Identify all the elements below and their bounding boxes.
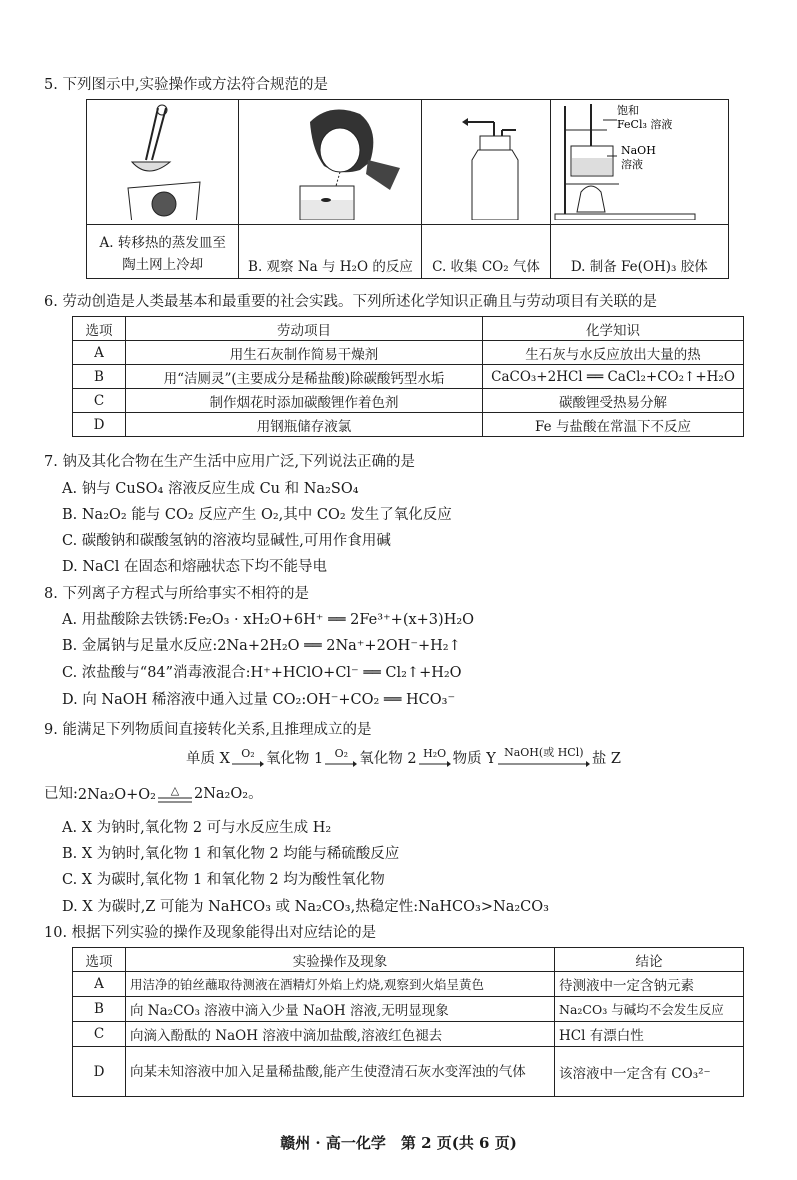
chain-arrow-2: [325, 747, 357, 768]
q6-stem: 6. 劳动创造是人类最基本和最重要的社会实践。下列所述化学知识正确且与劳动项目有关联的是: [44, 294, 657, 310]
chain-arrow-4: [498, 744, 590, 768]
q8-stem: 8. 下列离子方程式与所给事实不相符的是: [44, 586, 309, 602]
q6-row-c-project: 制作烟花时添加碳酸锂作着色剂: [126, 389, 483, 413]
label-saturated: 饱和: [617, 104, 640, 117]
q6-row-d-option: D: [73, 413, 126, 437]
caption-c: C. 收集 CO₂ 气体: [422, 225, 550, 279]
q10-row-a-option: A: [73, 972, 126, 997]
right-arrow-icon: [498, 760, 590, 768]
q7-option-a: A. 钠与 CuSO₄ 溶液反应生成 Cu 和 Na₂SO₄: [62, 481, 359, 497]
known-equals: [158, 784, 192, 803]
caption-a: A. 转移热的蒸发皿至陶土网上冷却: [87, 225, 239, 279]
q10-stem: 10. 根据下列实验的操作及现象能得出对应结论的是: [44, 925, 377, 941]
q6-row-c-option: C: [73, 389, 126, 413]
right-arrow-icon: [232, 760, 264, 768]
fig-b: [239, 100, 422, 225]
q6-row-b-project: 用“洁厕灵”(主要成分是稀盐酸)除碳酸钙型水垢: [126, 365, 483, 389]
q10-row-d-option: D: [73, 1047, 126, 1097]
q7-option-c: C. 碳酸钠和碳酸氢钠的溶液均显碱性,可用作食用碱: [62, 533, 391, 549]
q6-table: [72, 316, 744, 437]
q10-row-d-operation: 向某未知溶液中加入足量稀盐酸,能产生使澄清石灰水变浑浊的气体: [126, 1047, 555, 1097]
q10-row-a-operation: 用洁净的铂丝蘸取待测液在酒精灯外焰上灼烧,观察到火焰呈黄色: [126, 972, 555, 997]
q10-row-b-option: B: [73, 997, 126, 1022]
arrow-1-label: O₂: [241, 747, 255, 760]
q10-row-d-conclusion: 该溶液中一定含有 CO₃²⁻: [555, 1047, 744, 1097]
fe-oh3-colloid-figure: [551, 100, 727, 220]
q10-row-c-operation: 向滴入酚酞的 NaOH 溶液中滴加盐酸,溶液红色褪去: [126, 1022, 555, 1047]
arrow-3-label: H₂O: [423, 747, 447, 760]
q10-row-c-option: C: [73, 1022, 126, 1047]
q10-header-operation: 实验操作及现象: [126, 948, 555, 972]
q9-stem: 9. 能满足下列物质间直接转化关系,且推理成立的是: [44, 722, 372, 738]
q6-row-a-knowledge: 生石灰与水反应放出大量的热: [483, 341, 744, 365]
q9-option-b: B. X 为钠时,氧化物 1 和氧化物 2 均能与稀硫酸反应: [62, 846, 400, 862]
gas-bottle-figure: [424, 100, 549, 220]
q9-option-d: D. X 为碳时,Z 可能为 NaHCO₃ 或 Na₂CO₃,热稳定性:NaHCO₃>Na₂CO₃: [62, 899, 549, 915]
q6-row-b-knowledge: CaCO₃+2HCl ══ CaCl₂+CO₂↑+H₂O: [483, 365, 744, 389]
chain-y: 物质 Y: [452, 751, 496, 767]
chain-arrow-1: [232, 747, 264, 768]
q6-header-option: 选项: [73, 317, 126, 341]
observe-na-water-figure: [240, 100, 420, 220]
arrow-2-label: O₂: [334, 747, 348, 760]
known-lhs: 2Na₂O+O₂: [77, 787, 156, 803]
label-solution: 溶液: [621, 158, 644, 171]
right-arrow-icon: [419, 760, 451, 768]
right-arrow-icon: [325, 760, 357, 768]
chain-oxide1: 氧化物 1: [265, 751, 324, 767]
chain-arrow-3: [419, 747, 451, 768]
q8-option-b: B. 金属钠与足量水反应:2Na+2H₂O ══ 2Na⁺+2OH⁻+H₂↑: [62, 638, 461, 654]
q10-row-b-conclusion: Na₂CO₃ 与碱均不会发生反应: [555, 997, 744, 1022]
caption-d: D. 制备 Fe(OH)₃ 胶体: [550, 225, 728, 279]
q10-table: [72, 947, 744, 1097]
page-footer: 赣州 · 高一化学 第 2 页(共 6 页): [280, 1134, 517, 1152]
q9-known: [44, 782, 263, 803]
arrow-4-label: NaOH(或 HCl): [504, 746, 584, 759]
q6-row-a-project: 用生石灰制作简易干燥剂: [126, 341, 483, 365]
q6-row-c-knowledge: 碳酸锂受热易分解: [483, 389, 744, 413]
q6-row-d-knowledge: Fe 与盐酸在常温下不反应: [483, 413, 744, 437]
fig-c: [422, 100, 550, 225]
q5-stem: 5. 下列图示中,实验操作或方法符合规范的是: [44, 77, 329, 93]
known-prefix: 已知:: [44, 786, 78, 802]
q6-header-knowledge: 化学知识: [483, 317, 744, 341]
q10-header-conclusion: 结论: [555, 948, 744, 972]
chain-oxide2: 氧化物 2: [359, 751, 417, 767]
known-condition: △: [170, 784, 180, 797]
q8-option-d: D. 向 NaOH 稀溶液中通入过量 CO₂:OH⁻+CO₂ ══ HCO₃⁻: [62, 692, 456, 708]
caption-b: B. 观察 Na 与 H₂O 的反应: [239, 225, 422, 279]
chain-x: 单质 X: [186, 751, 230, 767]
label-naoh: NaOH: [621, 144, 657, 157]
q8-option-a: A. 用盐酸除去铁锈:Fe₂O₃ · xH₂O+6H⁺ ══ 2Fe³⁺+(x+3)H₂O: [62, 612, 475, 628]
q9-chain: [186, 744, 621, 768]
q9-option-a: A. X 为钠时,氧化物 2 可与水反应生成 H₂: [62, 820, 332, 836]
q7-option-b: B. Na₂O₂ 能与 CO₂ 反应产生 O₂,其中 CO₂ 发生了氧化反应: [62, 507, 452, 523]
label-fecl3: FeCl₃ 溶液: [617, 118, 673, 131]
fig-d: [550, 100, 728, 225]
q6-header-project: 劳动项目: [126, 317, 483, 341]
q8-option-c: C. 浓盐酸与“84”消毒液混合:H⁺+HClO+Cl⁻ ══ Cl₂↑+H₂O: [62, 665, 462, 681]
fig-a: [87, 100, 239, 225]
q5-figure-table: [86, 99, 729, 279]
q6-row-d-project: 用钢瓶储存液氯: [126, 413, 483, 437]
chain-z: 盐 Z: [591, 751, 621, 767]
q9-option-c: C. X 为碳时,氧化物 1 和氧化物 2 均为酸性氧化物: [62, 872, 385, 888]
known-rhs: 2Na₂O₂。: [194, 786, 263, 802]
q6-row-a-option: A: [73, 341, 126, 365]
evaporating-dish-tongs-figure: [88, 100, 238, 220]
q10-row-c-conclusion: HCl 有漂白性: [555, 1022, 744, 1047]
q7-option-d: D. NaCl 在固态和熔融状态下均不能导电: [62, 559, 327, 575]
q10-header-option: 选项: [73, 948, 126, 972]
q6-row-b-option: B: [73, 365, 126, 389]
q7-stem: 7. 钠及其化合物在生产生活中应用广泛,下列说法正确的是: [44, 454, 416, 470]
double-line-icon: [158, 797, 192, 803]
q10-row-b-operation: 向 Na₂CO₃ 溶液中滴入少量 NaOH 溶液,无明显现象: [126, 997, 555, 1022]
q10-row-a-conclusion: 待测液中一定含钠元素: [555, 972, 744, 997]
